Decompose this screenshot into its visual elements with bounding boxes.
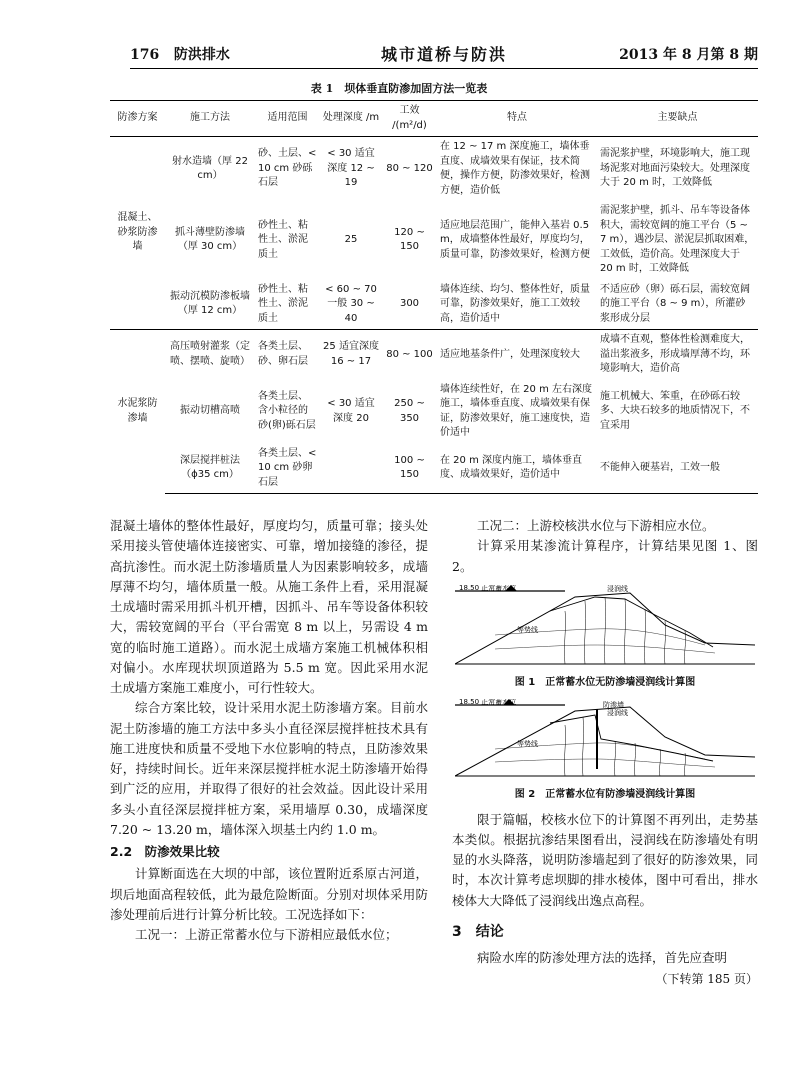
method-cell: 深层搅拌桩法（ϕ35 cm） [165, 444, 255, 494]
equipotential-label: 等势线 [517, 625, 538, 634]
features-cell: 在 12 ~ 17 m 深度施工，墙体垂直度、成墙效果有保证，技术简便，操作方便，防渗效果好，检测方便，造价低 [440, 141, 590, 196]
method-cell: 抓斗薄壁防渗墙（厚 30 cm） [175, 226, 245, 253]
figure-2-caption: 图 2 正常蓄水位有防渗墙浸润线计算图 [514, 789, 696, 801]
scope-cell: 砂性土、粘性土、淤泥质土 [258, 283, 308, 324]
table-row [110, 137, 758, 202]
features-cell: 在 20 m 深度内施工，墙体垂直度、成墙效果好，造价适中 [437, 444, 597, 494]
col-header: 特点 [437, 101, 597, 137]
drawbacks-cell: 需泥浆护壁，环境影响大，施工现场泥浆对地面污染较大。处理深度大于 20 m 时，工效降低 [600, 148, 750, 189]
efficiency-cell: 300 [399, 298, 420, 309]
scheme-cell: 水泥浆防渗墙 [110, 330, 165, 494]
col-header: 主要缺点 [597, 101, 758, 137]
page-number: 176 [130, 47, 160, 63]
drawbacks-cell: 需泥浆护壁，抓斗、吊车等设备体积大，需较宽阔的施工平台（5 ~ 7 m），遇沙层、淤泥层抓取困难，工效低，造价高。处理深度大于 20 m 时，工效降低 [600, 205, 755, 274]
section-name: 防洪排水 [173, 47, 230, 63]
method-cell: 高压喷射灌浆（定喷、摆喷、旋喷） [165, 330, 255, 380]
body-paragraph: 工况一：上游正常蓄水位与下游相应最低水位； [135, 927, 398, 942]
figure-1-caption: 图 1 正常蓄水位无防渗墙浸润线计算图 [514, 677, 696, 688]
features-cell: 墙体连续、均匀、整体性好，质量可靠，防渗效果好，施工工效较高，造价适中 [440, 283, 590, 324]
equipotential-label: 等势线 [517, 740, 538, 749]
efficiency-cell: 250 ~ 350 [394, 398, 425, 424]
col-header: 工效 /(m²/d) [382, 101, 437, 137]
efficiency-cell: 100 ~ 150 [382, 444, 437, 494]
scope-cell: 各类土层、< 10 cm 砂卵石层 [255, 444, 320, 494]
figure-1 [455, 585, 755, 673]
col-header: 防渗方案 [110, 101, 165, 137]
features-cell: 适应地层范围广，能伸入基岩 0.5 m，成墙整体性最好，厚度均匀，质量可靠，防渗效果好，检测方便 [440, 219, 590, 260]
table-row [110, 380, 758, 444]
scope-cell: 各类土层、含小粒径的砂(卵)砾石层 [258, 390, 316, 431]
seepage-diagram-1 [455, 585, 755, 667]
methods-table [110, 100, 758, 494]
water-level-label: 18.50 正常蓄水位 [459, 699, 517, 707]
table-header-row [110, 101, 758, 137]
cutoff-wall-label: 防渗墙 [603, 701, 624, 710]
body-paragraph: 计算采用某渗流计算程序，计算结果见图 1、图 2。 [452, 538, 758, 574]
phreatic-line-label: 浸润线 [607, 584, 628, 593]
page-header [130, 40, 758, 68]
table-row [110, 201, 758, 280]
section-heading: 2.2 防渗效果比较 [110, 844, 220, 859]
continued-note: （下转第 185 页） [655, 971, 758, 986]
issue-date: 2013 年 8 月第 8 期 [619, 47, 758, 63]
body-paragraph: 工况二：上游校核洪水位与下游相应水位。 [477, 518, 715, 533]
seepage-diagram-2 [455, 699, 755, 779]
header-rule [130, 68, 758, 69]
body-paragraph: 病险水库的防渗处理方法的选择，首先应查明 [477, 949, 728, 965]
figure-2 [455, 699, 755, 785]
table-row [110, 280, 758, 330]
depth-cell: < 60 ~ 70 一般 30 ~ 40 [325, 283, 377, 324]
body-paragraph: 限于篇幅，校核水位下的计算图不再列出，走势基本类似。根据抗渗结果图看出，浸润线在防渗墙处有明显的水头降落，说明防渗墙起到了很好的防渗效果，同时，本次计算考虑坝脚的排水棱体，图中可看出，排水棱体大大降低了浸润线出逸点高程。 [452, 811, 758, 908]
scope-cell: 砂、土层、< 10 cm 砂砾石层 [258, 148, 317, 189]
phreatic-line-label: 浸润线 [607, 709, 628, 718]
depth-cell: < 30 适宜深度 12 ~ 19 [327, 148, 375, 189]
col-header: 处理深度 /m [320, 101, 382, 137]
section-heading: 3 结论 [452, 923, 504, 940]
scope-cell: 各类土层、砂、卵石层 [255, 330, 320, 380]
drawbacks-cell: 施工机械大、笨重，在砂砾石较多、大块石较多的地质情况下，不宜采用 [600, 390, 750, 431]
features-cell: 墙体连续性好，在 20 m 左右深度施工，墙体垂直度、成墙效果有保证，防渗效果好，施工速度快，造价适中 [440, 383, 593, 438]
method-cell: 振动切槽高喷 [180, 405, 240, 417]
depth-cell [320, 444, 382, 494]
col-header: 适用范围 [255, 101, 320, 137]
table-caption: 表 1 坝体垂直防渗加固方法一览表 [310, 82, 488, 95]
depth-cell: < 30 适宜深度 20 [327, 398, 375, 424]
right-column [452, 516, 758, 989]
body-paragraph: 计算断面选在大坝的中部，该位置附近系原古河道，坝后地面高程较低，此为最危险断面。分别对坝体采用防渗处理前后进行计算分析比较。工况选择如下： [110, 866, 428, 922]
drawbacks-cell: 不适应砂（卵）砾石层，需较宽阔的施工平台（8 ~ 9 m），所灌砂浆形成分层 [600, 283, 750, 324]
water-level-label: 18.50 正常蓄水位 [459, 584, 517, 592]
efficiency-cell: 120 ~ 150 [394, 226, 425, 253]
left-column [110, 516, 428, 945]
drawbacks-cell: 成墙不直观，整体性检测难度大，溢出浆液多，形成墙厚薄不均，环境影响大，造价高 [597, 330, 758, 380]
body-paragraph: 混凝土墙体的整体性最好，厚度均匀，质量可靠；接头处采用接头管使墙体连接密实、可靠，增加接缝的渗径，提高抗渗性。而水泥土防渗墙质量人为因素影响较多，成墙厚薄不均匀，墙体质量一般。从施工条件上看，采用混凝土成墙时需采用抓斗机开槽，因抓斗、吊车等设备体积较大，需较宽阔的平台（平台需宽 8 m 以上，另需设 4 m 宽的临时施工道路）。而水泥土成墙方案施工机械体积相对偏小。水库现状坝顶道路为 5.5 m 宽。因此采用水泥土成墙方案施工难度小，可行性较大。 [110, 518, 428, 695]
depth-cell: 25 [344, 234, 358, 245]
body-paragraph: 综合方案比较，设计采用水泥土防渗墙方案。目前水泥土防渗墙的施工方法中多头小直径深层搅拌桩技术具有施工进度快和质量不受地下水位影响的特点，且防渗效果好，持续时间长。近年来深层搅拌桩水泥土防渗墙开始得到广泛的应用，并取得了很好的社会效益。因此设计采用多头小直径深层搅拌桩方案，采用墙厚 0.30，成墙深度 7.20 ~ 13.20 m，墙体深入坝基土内约 1.0 m。 [110, 700, 428, 837]
method-cell: 振动沉模防渗板墙（厚 12 cm） [170, 290, 250, 317]
scope-cell: 砂性土、粘性土、淤泥质土 [258, 219, 308, 260]
depth-cell: 25 适宜深度 16 ~ 17 [320, 330, 382, 380]
method-cell: 射水造墙（厚 22 cm） [172, 155, 248, 181]
table-row [110, 330, 758, 380]
journal-title: 城市道桥与防洪 [380, 45, 507, 64]
scheme-cell: 混凝土、砂浆防渗墙 [117, 212, 158, 253]
col-header: 施工方法 [165, 101, 255, 137]
efficiency-cell: 80 ~ 100 [382, 330, 437, 380]
table-row [110, 444, 758, 494]
efficiency-cell: 80 ~ 120 [386, 162, 433, 174]
features-cell: 适应地基条件广，处理深度较大 [437, 330, 597, 380]
drawbacks-cell: 不能伸入硬基岩，工效一般 [597, 444, 758, 494]
